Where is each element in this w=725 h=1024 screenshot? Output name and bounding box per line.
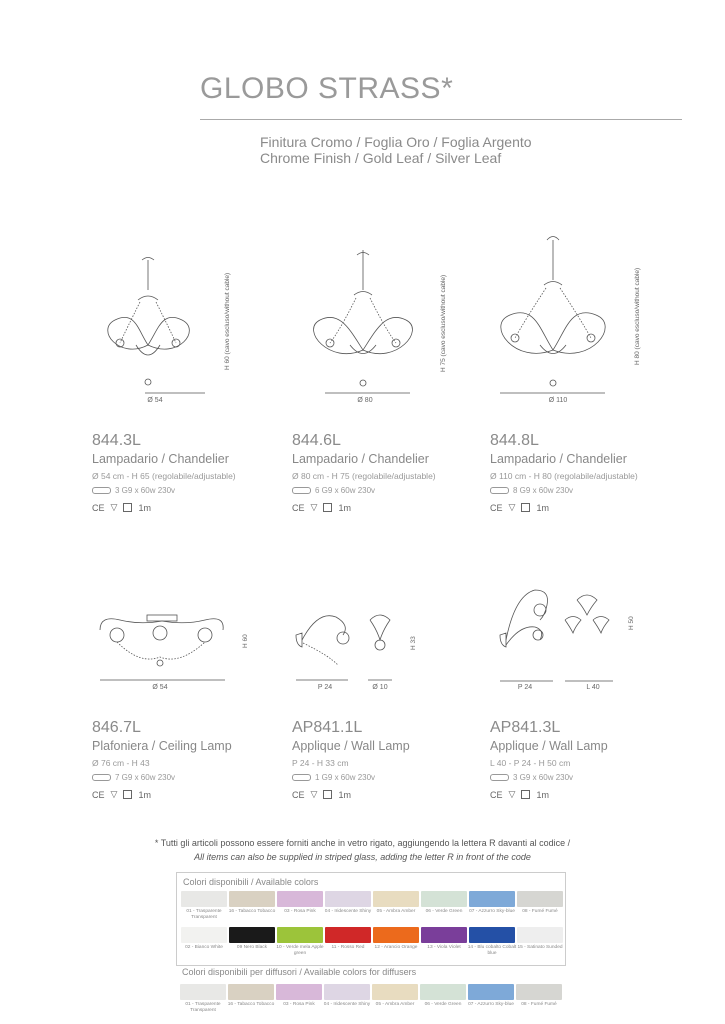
bulb-text: 3 G9 x 60w 230v <box>513 773 574 782</box>
product-ap841-3l <box>490 719 680 800</box>
v-mark-icon: ▽ <box>508 789 516 799</box>
color-swatch <box>325 891 371 907</box>
diameter-label-4: Ø 54 <box>152 684 168 691</box>
class-2-icon <box>323 790 332 799</box>
height-label-6: H 50 <box>628 616 635 630</box>
color-swatch-label: 14 - Blu cobalto Cobalt blue <box>467 945 517 956</box>
class-2-icon <box>123 790 132 799</box>
striped-glass-note-english: All items can also be supplied in striped glass, adding the letter R in front of the code <box>194 852 531 862</box>
color-swatch <box>517 891 563 907</box>
color-swatch-label: 05 - Ambra Amber <box>376 909 416 914</box>
color-swatch-label: 11 - Rosso Red <box>331 945 365 950</box>
chandelier-844-8l-drawing <box>490 230 640 410</box>
height-label-1: H 60 (cavo escluso/without cable) <box>224 272 231 370</box>
product-dimensions: P 24 - H 33 cm <box>292 758 349 768</box>
v-mark-icon: ▽ <box>508 502 516 512</box>
product-code: AP841.1L <box>292 719 363 736</box>
color-swatch-label: 08 - Fumé Fumé <box>522 909 558 914</box>
bulb-text: 8 G9 x 60w 230v <box>513 486 574 495</box>
bulb-spec <box>292 486 482 495</box>
v-mark-icon: ▽ <box>310 789 318 799</box>
product-name: Lampadario / Chandelier <box>92 452 229 466</box>
product-code: 844.3L <box>92 432 141 449</box>
diameter-label-1: Ø 54 <box>147 397 163 404</box>
certification-icons <box>92 502 282 513</box>
width-label-6: L 40 <box>586 684 600 691</box>
bulb-spec <box>292 773 482 782</box>
product-name: Applique / Wall Lamp <box>490 739 608 753</box>
product-name: Applique / Wall Lamp <box>292 739 410 753</box>
depth-label-6: P 24 <box>517 684 533 691</box>
ce-mark-icon: CE <box>92 502 105 513</box>
bulb-icon <box>92 487 111 494</box>
finish-english: Chrome Finish / Gold Leaf / Silver Leaf <box>260 150 502 166</box>
certification-icons <box>292 789 482 800</box>
product-code: AP841.3L <box>490 719 561 736</box>
color-swatch <box>277 891 323 907</box>
color-swatch-label: 05 - Ambra Amber <box>375 1002 415 1007</box>
diffuser-colors-title: Colori disponibili per diffusori / Available colors for diffusers <box>182 967 417 977</box>
color-swatch <box>180 984 226 1000</box>
color-swatch-label: 16 - Tabacco Tobacco <box>227 1002 275 1007</box>
product-name: Lampadario / Chandelier <box>292 452 429 466</box>
product-dimensions: Ø 54 cm - H 65 (regolabile/adjustable) <box>92 471 236 481</box>
bulb-icon <box>292 487 311 494</box>
color-swatch-label: 13 - Viola Violet <box>427 945 461 950</box>
color-swatch-label: 07 - Azzurro Sky-blue <box>468 1002 514 1007</box>
bulb-spec <box>92 773 282 782</box>
product-844-3l <box>92 432 282 513</box>
color-swatch <box>324 984 370 1000</box>
bulb-icon <box>292 774 311 781</box>
color-swatch <box>469 927 515 943</box>
color-swatch <box>181 927 227 943</box>
certification-icons <box>490 789 680 800</box>
color-swatch-label: 16 - Tabacco Tobacco <box>228 909 276 914</box>
page-title: GLOBO STRASS* <box>200 72 454 105</box>
ce-mark-icon: CE <box>292 502 305 513</box>
height-label-5: H 33 <box>410 636 417 650</box>
title-divider <box>200 119 682 120</box>
product-846-7l <box>92 719 282 800</box>
product-dimensions: Ø 80 cm - H 75 (regolabile/adjustable) <box>292 471 436 481</box>
wall-lamp-ap841-3l-drawing <box>495 585 625 685</box>
distance-rating-icon: 1m <box>536 789 549 800</box>
color-swatch <box>325 927 371 943</box>
color-swatch <box>276 984 322 1000</box>
ce-mark-icon: CE <box>490 789 503 800</box>
diameter-label-3: Ø 110 <box>548 397 568 404</box>
bulb-spec <box>490 486 680 495</box>
product-code: 844.6L <box>292 432 341 449</box>
color-swatch <box>372 984 418 1000</box>
color-swatch-label: 01 - Trasparente Transparent <box>185 1002 221 1013</box>
product-dimensions: Ø 76 cm - H 43 <box>92 758 150 768</box>
finish-italian: Finitura Cromo / Foglia Oro / Foglia Argento <box>260 134 532 150</box>
color-swatch-label: 08 - Fumé Fumé <box>521 1002 557 1007</box>
bulb-spec <box>92 486 282 495</box>
bulb-icon <box>490 487 509 494</box>
v-mark-icon: ▽ <box>110 789 118 799</box>
diameter-label-2: Ø 80 <box>357 397 373 404</box>
color-swatch <box>228 984 274 1000</box>
color-swatch-label: 03 - Rosa Pink <box>284 909 316 914</box>
depth-label-5: P 24 <box>317 684 333 691</box>
height-label-3: H 80 (cavo escluso/without cable) <box>634 267 641 365</box>
color-swatch-label: 03 - Rosa Pink <box>283 1002 315 1007</box>
ce-mark-icon: CE <box>92 789 105 800</box>
wall-lamp-ap841-1l-drawing <box>288 605 418 685</box>
color-swatch <box>420 984 466 1000</box>
bulb-text: 3 G9 x 60w 230v <box>115 486 176 495</box>
color-swatch <box>421 891 467 907</box>
product-name: Plafoniera / Ceiling Lamp <box>92 739 232 753</box>
bulb-spec <box>490 773 680 782</box>
bulb-text: 7 G9 x 60w 230v <box>115 773 176 782</box>
height-label-2: H 75 (cavo escluso/without cable) <box>440 274 447 372</box>
color-swatch-label: 15 - Satinato Sunded <box>517 945 563 950</box>
distance-rating-icon: 1m <box>138 502 151 513</box>
product-844-8l <box>490 432 680 513</box>
color-swatch <box>373 927 419 943</box>
v-mark-icon: ▽ <box>310 502 318 512</box>
v-mark-icon: ▽ <box>110 502 118 512</box>
distance-rating-icon: 1m <box>536 502 549 513</box>
color-swatch <box>421 927 467 943</box>
bulb-icon <box>92 774 111 781</box>
product-dimensions: L 40 - P 24 - H 50 cm <box>490 758 571 768</box>
ceiling-lamp-846-7l-drawing <box>95 605 235 685</box>
class-2-icon <box>123 503 132 512</box>
height-label-4: H 60 <box>242 634 249 648</box>
color-swatch-label: 04 - Iridescente Shiny <box>323 1002 371 1007</box>
color-swatch <box>229 927 275 943</box>
color-swatch-label: 02 - Bianco White <box>185 945 223 950</box>
distance-rating-icon: 1m <box>338 789 351 800</box>
finish-text <box>260 134 532 166</box>
color-swatch <box>516 984 562 1000</box>
class-2-icon <box>521 790 530 799</box>
color-swatch-label: 10 - Verde mela Apple green <box>276 945 324 956</box>
ce-mark-icon: CE <box>292 789 305 800</box>
diameter-label-5: Ø 10 <box>372 684 388 691</box>
chandelier-844-6l-drawing <box>300 250 450 410</box>
available-colors-panel <box>176 872 566 966</box>
distance-rating-icon: 1m <box>338 502 351 513</box>
distance-rating-icon: 1m <box>138 789 151 800</box>
product-dimensions: Ø 110 cm - H 80 (regolabile/adjustable) <box>490 471 638 481</box>
color-swatch-label: 06 - Verde Green <box>425 909 463 914</box>
certification-icons <box>490 502 680 513</box>
product-ap841-1l <box>292 719 482 800</box>
bulb-icon <box>490 774 509 781</box>
product-code: 846.7L <box>92 719 141 736</box>
color-swatch-label: 09 Nero Black <box>236 945 268 950</box>
color-swatch <box>277 927 323 943</box>
product-code: 844.8L <box>490 432 539 449</box>
color-swatch <box>469 891 515 907</box>
class-2-icon <box>323 503 332 512</box>
striped-glass-note-italian: * Tutti gli articoli possono essere forniti anche in vetro rigato, aggiungendo la lettera R davanti al codice / <box>154 838 571 848</box>
color-swatch <box>229 891 275 907</box>
color-swatch <box>181 891 227 907</box>
color-swatch <box>468 984 514 1000</box>
color-swatch <box>373 891 419 907</box>
colors-title: Colori disponibili / Available colors <box>183 877 319 887</box>
color-swatch-label: 07 - Azzurro Sky-blue <box>469 909 515 914</box>
certification-icons <box>92 789 282 800</box>
bulb-text: 1 G9 x 60w 230v <box>315 773 376 782</box>
bulb-text: 6 G9 x 60w 230v <box>315 486 376 495</box>
certification-icons <box>292 502 482 513</box>
color-swatch-label: 06 - Verde Green <box>424 1002 462 1007</box>
color-swatch-label: 12 - Arancio Orange <box>374 945 418 950</box>
color-swatch <box>517 927 563 943</box>
class-2-icon <box>521 503 530 512</box>
product-name: Lampadario / Chandelier <box>490 452 627 466</box>
diffuser-colors-row <box>176 980 566 1024</box>
ce-mark-icon: CE <box>490 502 503 513</box>
color-swatch-label: 01 - Trasparente Transparent <box>186 909 222 920</box>
product-844-6l <box>292 432 482 513</box>
color-swatch-label: 04 - Iridescente Shiny <box>324 909 372 914</box>
